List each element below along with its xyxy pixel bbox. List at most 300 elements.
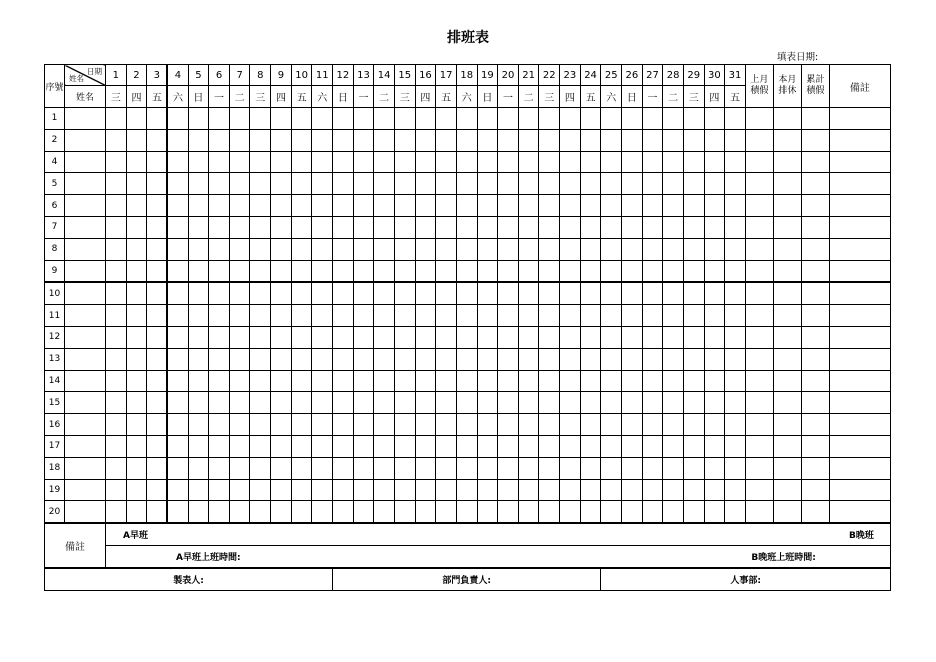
accum-leave-cell[interactable] (801, 216, 829, 238)
shift-cell[interactable] (498, 238, 519, 260)
shift-cell[interactable] (229, 260, 250, 282)
shift-cell[interactable] (601, 305, 622, 327)
shift-cell[interactable] (415, 370, 436, 392)
shift-cell[interactable] (683, 457, 704, 479)
shift-cell[interactable] (456, 348, 477, 370)
shift-cell[interactable] (250, 216, 271, 238)
shift-cell[interactable] (394, 414, 415, 436)
shift-cell[interactable] (394, 457, 415, 479)
shift-cell[interactable] (353, 129, 374, 151)
shift-cell[interactable] (353, 305, 374, 327)
shift-cell[interactable] (188, 151, 209, 173)
shift-cell[interactable] (374, 392, 395, 414)
shift-cell[interactable] (291, 414, 312, 436)
shift-cell[interactable] (188, 348, 209, 370)
shift-cell[interactable] (250, 414, 271, 436)
shift-cell[interactable] (312, 501, 333, 523)
shift-cell[interactable] (167, 195, 188, 217)
shift-cell[interactable] (167, 392, 188, 414)
shift-cell[interactable] (704, 370, 725, 392)
shift-cell[interactable] (374, 435, 395, 457)
shift-cell[interactable] (704, 479, 725, 501)
shift-cell[interactable] (704, 392, 725, 414)
shift-cell[interactable] (580, 260, 601, 282)
shift-cell[interactable] (333, 435, 354, 457)
remarks-cell[interactable] (829, 216, 890, 238)
shift-cell[interactable] (415, 392, 436, 414)
shift-cell[interactable] (291, 260, 312, 282)
shift-cell[interactable] (229, 238, 250, 260)
shift-cell[interactable] (560, 479, 581, 501)
shift-cell[interactable] (580, 457, 601, 479)
shift-cell[interactable] (560, 195, 581, 217)
shift-cell[interactable] (209, 326, 230, 348)
shift-cell[interactable] (456, 282, 477, 304)
shift-cell[interactable] (663, 326, 684, 348)
shift-cell[interactable] (353, 260, 374, 282)
shift-cell[interactable] (312, 173, 333, 195)
shift-cell[interactable] (415, 305, 436, 327)
shift-cell[interactable] (436, 457, 457, 479)
shift-cell[interactable] (580, 305, 601, 327)
remarks-cell[interactable] (829, 370, 890, 392)
last-month-leave-cell[interactable] (745, 260, 773, 282)
accum-leave-cell[interactable] (801, 479, 829, 501)
shift-cell[interactable] (477, 151, 498, 173)
shift-cell[interactable] (291, 108, 312, 130)
shift-cell[interactable] (394, 238, 415, 260)
shift-cell[interactable] (126, 479, 147, 501)
shift-cell[interactable] (209, 370, 230, 392)
shift-cell[interactable] (312, 282, 333, 304)
shift-cell[interactable] (477, 108, 498, 130)
name-cell[interactable] (65, 457, 106, 479)
shift-cell[interactable] (518, 414, 539, 436)
shift-cell[interactable] (106, 370, 127, 392)
shift-cell[interactable] (106, 435, 127, 457)
shift-cell[interactable] (271, 392, 292, 414)
name-cell[interactable] (65, 435, 106, 457)
shift-cell[interactable] (291, 151, 312, 173)
shift-cell[interactable] (622, 216, 643, 238)
shift-cell[interactable] (312, 305, 333, 327)
shift-cell[interactable] (622, 282, 643, 304)
shift-cell[interactable] (560, 457, 581, 479)
shift-cell[interactable] (477, 457, 498, 479)
shift-cell[interactable] (498, 260, 519, 282)
shift-cell[interactable] (291, 282, 312, 304)
shift-cell[interactable] (415, 501, 436, 523)
shift-cell[interactable] (663, 370, 684, 392)
shift-cell[interactable] (167, 108, 188, 130)
shift-cell[interactable] (415, 216, 436, 238)
shift-cell[interactable] (312, 348, 333, 370)
shift-cell[interactable] (333, 260, 354, 282)
shift-cell[interactable] (683, 435, 704, 457)
shift-cell[interactable] (580, 326, 601, 348)
shift-cell[interactable] (167, 326, 188, 348)
shift-cell[interactable] (353, 348, 374, 370)
shift-cell[interactable] (539, 414, 560, 436)
shift-cell[interactable] (580, 370, 601, 392)
shift-cell[interactable] (106, 238, 127, 260)
shift-cell[interactable] (580, 173, 601, 195)
shift-cell[interactable] (147, 305, 168, 327)
shift-cell[interactable] (147, 414, 168, 436)
last-month-leave-cell[interactable] (745, 238, 773, 260)
shift-cell[interactable] (539, 326, 560, 348)
shift-cell[interactable] (126, 260, 147, 282)
shift-cell[interactable] (394, 173, 415, 195)
shift-cell[interactable] (436, 108, 457, 130)
shift-cell[interactable] (560, 129, 581, 151)
shift-cell[interactable] (704, 108, 725, 130)
shift-cell[interactable] (188, 457, 209, 479)
shift-cell[interactable] (725, 129, 746, 151)
name-cell[interactable] (65, 326, 106, 348)
shift-cell[interactable] (209, 216, 230, 238)
shift-cell[interactable] (642, 151, 663, 173)
shift-cell[interactable] (126, 108, 147, 130)
this-month-off-cell[interactable] (773, 392, 801, 414)
shift-cell[interactable] (601, 260, 622, 282)
shift-cell[interactable] (271, 129, 292, 151)
shift-cell[interactable] (539, 195, 560, 217)
shift-cell[interactable] (498, 282, 519, 304)
shift-cell[interactable] (250, 457, 271, 479)
shift-cell[interactable] (147, 238, 168, 260)
shift-cell[interactable] (601, 435, 622, 457)
shift-cell[interactable] (271, 414, 292, 436)
shift-cell[interactable] (663, 129, 684, 151)
shift-cell[interactable] (704, 216, 725, 238)
shift-cell[interactable] (353, 392, 374, 414)
shift-cell[interactable] (663, 108, 684, 130)
shift-cell[interactable] (250, 392, 271, 414)
shift-cell[interactable] (477, 435, 498, 457)
shift-cell[interactable] (147, 326, 168, 348)
shift-cell[interactable] (415, 238, 436, 260)
accum-leave-cell[interactable] (801, 501, 829, 523)
last-month-leave-cell[interactable] (745, 435, 773, 457)
name-cell[interactable] (65, 305, 106, 327)
shift-cell[interactable] (167, 238, 188, 260)
name-cell[interactable] (65, 129, 106, 151)
name-cell[interactable] (65, 282, 106, 304)
shift-cell[interactable] (580, 108, 601, 130)
last-month-leave-cell[interactable] (745, 392, 773, 414)
shift-cell[interactable] (642, 129, 663, 151)
last-month-leave-cell[interactable] (745, 457, 773, 479)
shift-cell[interactable] (106, 414, 127, 436)
shift-cell[interactable] (271, 195, 292, 217)
shift-cell[interactable] (642, 370, 663, 392)
shift-cell[interactable] (601, 457, 622, 479)
shift-cell[interactable] (704, 260, 725, 282)
shift-cell[interactable] (415, 129, 436, 151)
shift-cell[interactable] (601, 326, 622, 348)
shift-cell[interactable] (436, 173, 457, 195)
shift-cell[interactable] (167, 414, 188, 436)
shift-cell[interactable] (374, 348, 395, 370)
shift-cell[interactable] (271, 260, 292, 282)
shift-cell[interactable] (271, 479, 292, 501)
this-month-off-cell[interactable] (773, 457, 801, 479)
shift-cell[interactable] (704, 414, 725, 436)
remarks-cell[interactable] (829, 282, 890, 304)
last-month-leave-cell[interactable] (745, 195, 773, 217)
shift-cell[interactable] (725, 173, 746, 195)
shift-cell[interactable] (250, 129, 271, 151)
shift-cell[interactable] (580, 501, 601, 523)
shift-cell[interactable] (725, 326, 746, 348)
shift-cell[interactable] (415, 348, 436, 370)
shift-cell[interactable] (374, 479, 395, 501)
shift-cell[interactable] (456, 108, 477, 130)
shift-cell[interactable] (250, 238, 271, 260)
shift-cell[interactable] (126, 501, 147, 523)
shift-cell[interactable] (188, 216, 209, 238)
shift-cell[interactable] (539, 173, 560, 195)
shift-cell[interactable] (271, 348, 292, 370)
shift-cell[interactable] (560, 392, 581, 414)
last-month-leave-cell[interactable] (745, 129, 773, 151)
shift-cell[interactable] (663, 173, 684, 195)
shift-cell[interactable] (209, 392, 230, 414)
shift-cell[interactable] (126, 129, 147, 151)
shift-cell[interactable] (436, 216, 457, 238)
remarks-cell[interactable] (829, 414, 890, 436)
shift-cell[interactable] (312, 195, 333, 217)
shift-cell[interactable] (312, 392, 333, 414)
shift-cell[interactable] (126, 305, 147, 327)
shift-cell[interactable] (477, 216, 498, 238)
shift-cell[interactable] (663, 479, 684, 501)
accum-leave-cell[interactable] (801, 108, 829, 130)
shift-cell[interactable] (518, 370, 539, 392)
shift-cell[interactable] (126, 414, 147, 436)
accum-leave-cell[interactable] (801, 195, 829, 217)
this-month-off-cell[interactable] (773, 216, 801, 238)
this-month-off-cell[interactable] (773, 195, 801, 217)
shift-cell[interactable] (394, 216, 415, 238)
shift-cell[interactable] (663, 348, 684, 370)
shift-cell[interactable] (167, 173, 188, 195)
shift-cell[interactable] (601, 370, 622, 392)
shift-cell[interactable] (188, 326, 209, 348)
shift-cell[interactable] (106, 457, 127, 479)
this-month-off-cell[interactable] (773, 151, 801, 173)
shift-cell[interactable] (229, 173, 250, 195)
shift-cell[interactable] (353, 501, 374, 523)
shift-cell[interactable] (601, 414, 622, 436)
shift-cell[interactable] (312, 479, 333, 501)
shift-cell[interactable] (147, 260, 168, 282)
shift-cell[interactable] (106, 108, 127, 130)
shift-cell[interactable] (415, 173, 436, 195)
shift-cell[interactable] (188, 392, 209, 414)
shift-cell[interactable] (271, 435, 292, 457)
shift-cell[interactable] (353, 108, 374, 130)
shift-cell[interactable] (250, 435, 271, 457)
shift-cell[interactable] (188, 282, 209, 304)
name-cell[interactable] (65, 348, 106, 370)
shift-cell[interactable] (725, 282, 746, 304)
shift-cell[interactable] (374, 370, 395, 392)
shift-cell[interactable] (580, 414, 601, 436)
shift-cell[interactable] (436, 151, 457, 173)
shift-cell[interactable] (580, 129, 601, 151)
shift-cell[interactable] (456, 238, 477, 260)
remarks-cell[interactable] (829, 108, 890, 130)
shift-cell[interactable] (560, 260, 581, 282)
shift-cell[interactable] (271, 305, 292, 327)
shift-cell[interactable] (663, 457, 684, 479)
shift-cell[interactable] (209, 129, 230, 151)
shift-cell[interactable] (271, 238, 292, 260)
accum-leave-cell[interactable] (801, 238, 829, 260)
shift-cell[interactable] (436, 129, 457, 151)
shift-cell[interactable] (250, 108, 271, 130)
shift-cell[interactable] (167, 216, 188, 238)
shift-cell[interactable] (580, 238, 601, 260)
shift-cell[interactable] (683, 173, 704, 195)
shift-cell[interactable] (147, 501, 168, 523)
shift-cell[interactable] (394, 195, 415, 217)
shift-cell[interactable] (560, 151, 581, 173)
this-month-off-cell[interactable] (773, 326, 801, 348)
shift-cell[interactable] (250, 260, 271, 282)
accum-leave-cell[interactable] (801, 414, 829, 436)
shift-cell[interactable] (394, 151, 415, 173)
shift-cell[interactable] (663, 151, 684, 173)
shift-cell[interactable] (353, 370, 374, 392)
shift-cell[interactable] (725, 414, 746, 436)
shift-cell[interactable] (580, 151, 601, 173)
shift-cell[interactable] (683, 195, 704, 217)
remarks-cell[interactable] (829, 392, 890, 414)
shift-cell[interactable] (188, 260, 209, 282)
shift-cell[interactable] (539, 435, 560, 457)
shift-cell[interactable] (126, 238, 147, 260)
remarks-cell[interactable] (829, 435, 890, 457)
shift-cell[interactable] (147, 435, 168, 457)
shift-cell[interactable] (126, 195, 147, 217)
shift-cell[interactable] (642, 195, 663, 217)
shift-cell[interactable] (291, 435, 312, 457)
shift-cell[interactable] (498, 479, 519, 501)
shift-cell[interactable] (683, 260, 704, 282)
accum-leave-cell[interactable] (801, 260, 829, 282)
shift-cell[interactable] (229, 479, 250, 501)
shift-cell[interactable] (498, 129, 519, 151)
accum-leave-cell[interactable] (801, 370, 829, 392)
shift-cell[interactable] (374, 238, 395, 260)
shift-cell[interactable] (683, 305, 704, 327)
shift-cell[interactable] (250, 370, 271, 392)
shift-cell[interactable] (539, 392, 560, 414)
shift-cell[interactable] (167, 457, 188, 479)
shift-cell[interactable] (560, 108, 581, 130)
shift-cell[interactable] (271, 457, 292, 479)
shift-cell[interactable] (374, 129, 395, 151)
shift-cell[interactable] (436, 305, 457, 327)
shift-cell[interactable] (704, 195, 725, 217)
shift-cell[interactable] (374, 326, 395, 348)
shift-cell[interactable] (539, 370, 560, 392)
shift-cell[interactable] (498, 216, 519, 238)
shift-cell[interactable] (518, 238, 539, 260)
shift-cell[interactable] (642, 348, 663, 370)
shift-cell[interactable] (147, 348, 168, 370)
this-month-off-cell[interactable] (773, 414, 801, 436)
shift-cell[interactable] (374, 414, 395, 436)
shift-cell[interactable] (580, 435, 601, 457)
shift-cell[interactable] (106, 305, 127, 327)
shift-cell[interactable] (188, 195, 209, 217)
shift-cell[interactable] (456, 414, 477, 436)
this-month-off-cell[interactable] (773, 260, 801, 282)
shift-cell[interactable] (353, 216, 374, 238)
shift-cell[interactable] (498, 435, 519, 457)
shift-cell[interactable] (229, 195, 250, 217)
shift-cell[interactable] (312, 151, 333, 173)
shift-cell[interactable] (147, 216, 168, 238)
shift-cell[interactable] (622, 305, 643, 327)
last-month-leave-cell[interactable] (745, 173, 773, 195)
shift-cell[interactable] (353, 173, 374, 195)
shift-cell[interactable] (642, 238, 663, 260)
shift-cell[interactable] (539, 151, 560, 173)
shift-cell[interactable] (560, 414, 581, 436)
shift-cell[interactable] (436, 370, 457, 392)
shift-cell[interactable] (663, 238, 684, 260)
shift-cell[interactable] (229, 108, 250, 130)
shift-cell[interactable] (106, 479, 127, 501)
shift-cell[interactable] (601, 129, 622, 151)
shift-cell[interactable] (601, 238, 622, 260)
shift-cell[interactable] (374, 282, 395, 304)
shift-cell[interactable] (436, 392, 457, 414)
shift-cell[interactable] (415, 457, 436, 479)
shift-cell[interactable] (126, 151, 147, 173)
shift-cell[interactable] (725, 457, 746, 479)
shift-cell[interactable] (147, 129, 168, 151)
shift-cell[interactable] (601, 348, 622, 370)
shift-cell[interactable] (209, 238, 230, 260)
shift-cell[interactable] (560, 173, 581, 195)
remarks-cell[interactable] (829, 501, 890, 523)
last-month-leave-cell[interactable] (745, 479, 773, 501)
shift-cell[interactable] (188, 479, 209, 501)
shift-cell[interactable] (498, 108, 519, 130)
shift-cell[interactable] (642, 305, 663, 327)
accum-leave-cell[interactable] (801, 173, 829, 195)
shift-cell[interactable] (250, 173, 271, 195)
shift-cell[interactable] (580, 216, 601, 238)
shift-cell[interactable] (312, 108, 333, 130)
shift-cell[interactable] (622, 151, 643, 173)
shift-cell[interactable] (498, 348, 519, 370)
shift-cell[interactable] (167, 260, 188, 282)
shift-cell[interactable] (477, 326, 498, 348)
shift-cell[interactable] (456, 195, 477, 217)
shift-cell[interactable] (394, 108, 415, 130)
this-month-off-cell[interactable] (773, 129, 801, 151)
shift-cell[interactable] (436, 501, 457, 523)
shift-cell[interactable] (663, 305, 684, 327)
shift-cell[interactable] (394, 260, 415, 282)
